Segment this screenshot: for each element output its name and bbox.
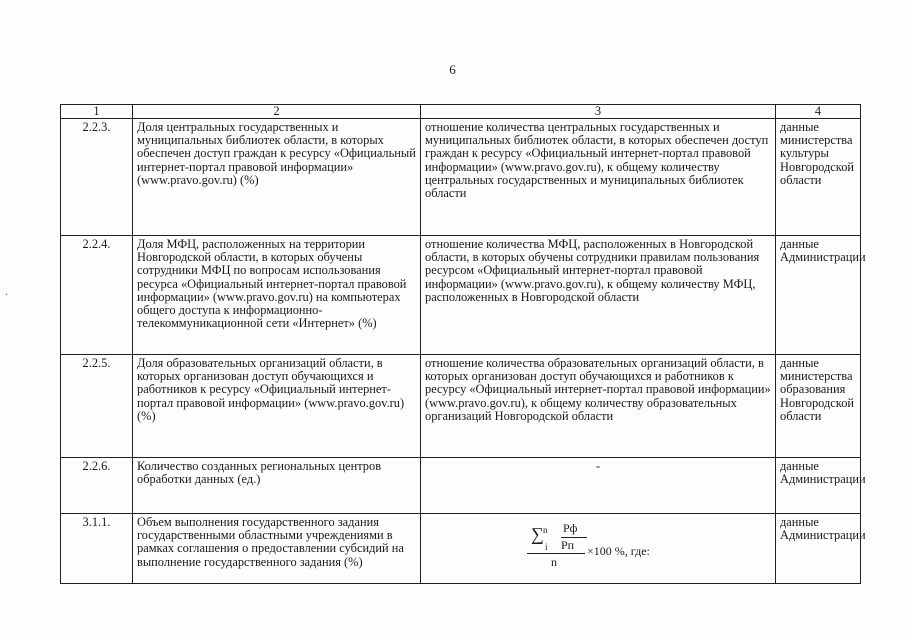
indicators-table bbox=[60, 104, 866, 584]
row-number: 2.2.6. bbox=[61, 458, 133, 514]
row-number: 2.2.5. bbox=[61, 355, 133, 458]
method-cell: отношение количества МФЦ, расположенных в Новгородской области, в которых обучены сотрудники правилам пользования ресурсом «Официальный интернет-портал правовой информации» (www.pravo.gov.ru), к общему количеству МФЦ, расположенных в Новгородской области bbox=[421, 236, 776, 355]
sum-lower-limit: i bbox=[545, 542, 548, 552]
source-cell: данные министерства образования Новгородской области bbox=[776, 355, 861, 458]
method-cell: отношение количества образовательных организаций области, в которых организован доступ обучающихся и работников к ресурсу «Официальный интернет-портал правовой информации» (www.pravo.gov.ru), к общему количеству образовательных организаций Новгородской области bbox=[421, 355, 776, 458]
source-cell: данные Администрации bbox=[776, 514, 861, 584]
header-col-4: 4 bbox=[776, 105, 861, 119]
method-cell: - bbox=[421, 458, 776, 514]
page-number: 6 bbox=[449, 62, 456, 77]
method-cell: отношение количества центральных государственных и муниципальных библиотек области, в которых обеспечен доступ граждан к ресурсу «Официальный интернет-портал правовой информации» (www.pravo.gov.ru), к общему количеству центральных государственных и муниципальных библиотек области bbox=[421, 119, 776, 236]
formula bbox=[523, 518, 673, 572]
indicator-cell: Доля центральных государственных и муниципальных библиотек области, в которых обеспечен доступ граждан к ресурсу «Официальный интернет-портал правовой информации» (www.pravo.gov.ru) (%) bbox=[133, 119, 421, 236]
table-row bbox=[61, 458, 861, 514]
sum-sign: ∑ bbox=[531, 524, 544, 544]
source-cell: данные министерства культуры Новгородской области bbox=[776, 119, 861, 236]
source-cell: данные Администрации bbox=[776, 458, 861, 514]
indicator-cell: Доля образовательных организаций области, в которых организован доступ обучающихся и работников к ресурсу «Официальный интернет-портал правовой информации» (www.pravo.gov.ru) (%) bbox=[133, 355, 421, 458]
formula-divisor: n bbox=[551, 555, 557, 569]
header-col-3: 3 bbox=[421, 105, 776, 119]
indicator-cell: Доля МФЦ, расположенных на территории Новгородской области, в которых обучены сотрудники МФЦ по вопросам использования ресурса «Официальный интернет-портал правовой информации» (www.pravo.gov.ru) на компьютерах общего доступа к информационно-телекоммуникационной сети «Интернет» (%) bbox=[133, 236, 421, 355]
indicator-cell: Количество созданных региональных центров обработки данных (ед.) bbox=[133, 458, 421, 514]
fraction-numerator: Pф bbox=[563, 521, 578, 535]
method-cell bbox=[421, 514, 776, 584]
row-number: 3.1.1. bbox=[61, 514, 133, 584]
row-number: 2.2.3. bbox=[61, 119, 133, 236]
header-col-1: 1 bbox=[61, 105, 133, 119]
fraction-denominator: Pп bbox=[561, 538, 575, 552]
source-cell: данные Администрации bbox=[776, 236, 861, 355]
sum-upper-limit: n bbox=[543, 525, 548, 535]
table-row bbox=[61, 355, 861, 458]
formula-tail: ×100 %, где: bbox=[587, 544, 650, 558]
table-header-row bbox=[61, 105, 861, 119]
margin-mark: · bbox=[5, 290, 9, 301]
indicator-cell: Объем выполнения государственного задания государственными областными учреждениями в рамках соглашения о предоставлении субсидий на выполнение государственного задания (%) bbox=[133, 514, 421, 584]
header-col-2: 2 bbox=[133, 105, 421, 119]
table-row bbox=[61, 514, 861, 584]
table-row bbox=[61, 119, 861, 236]
outer-fraction-bar bbox=[527, 553, 585, 554]
row-number: 2.2.4. bbox=[61, 236, 133, 355]
table-row bbox=[61, 236, 861, 355]
